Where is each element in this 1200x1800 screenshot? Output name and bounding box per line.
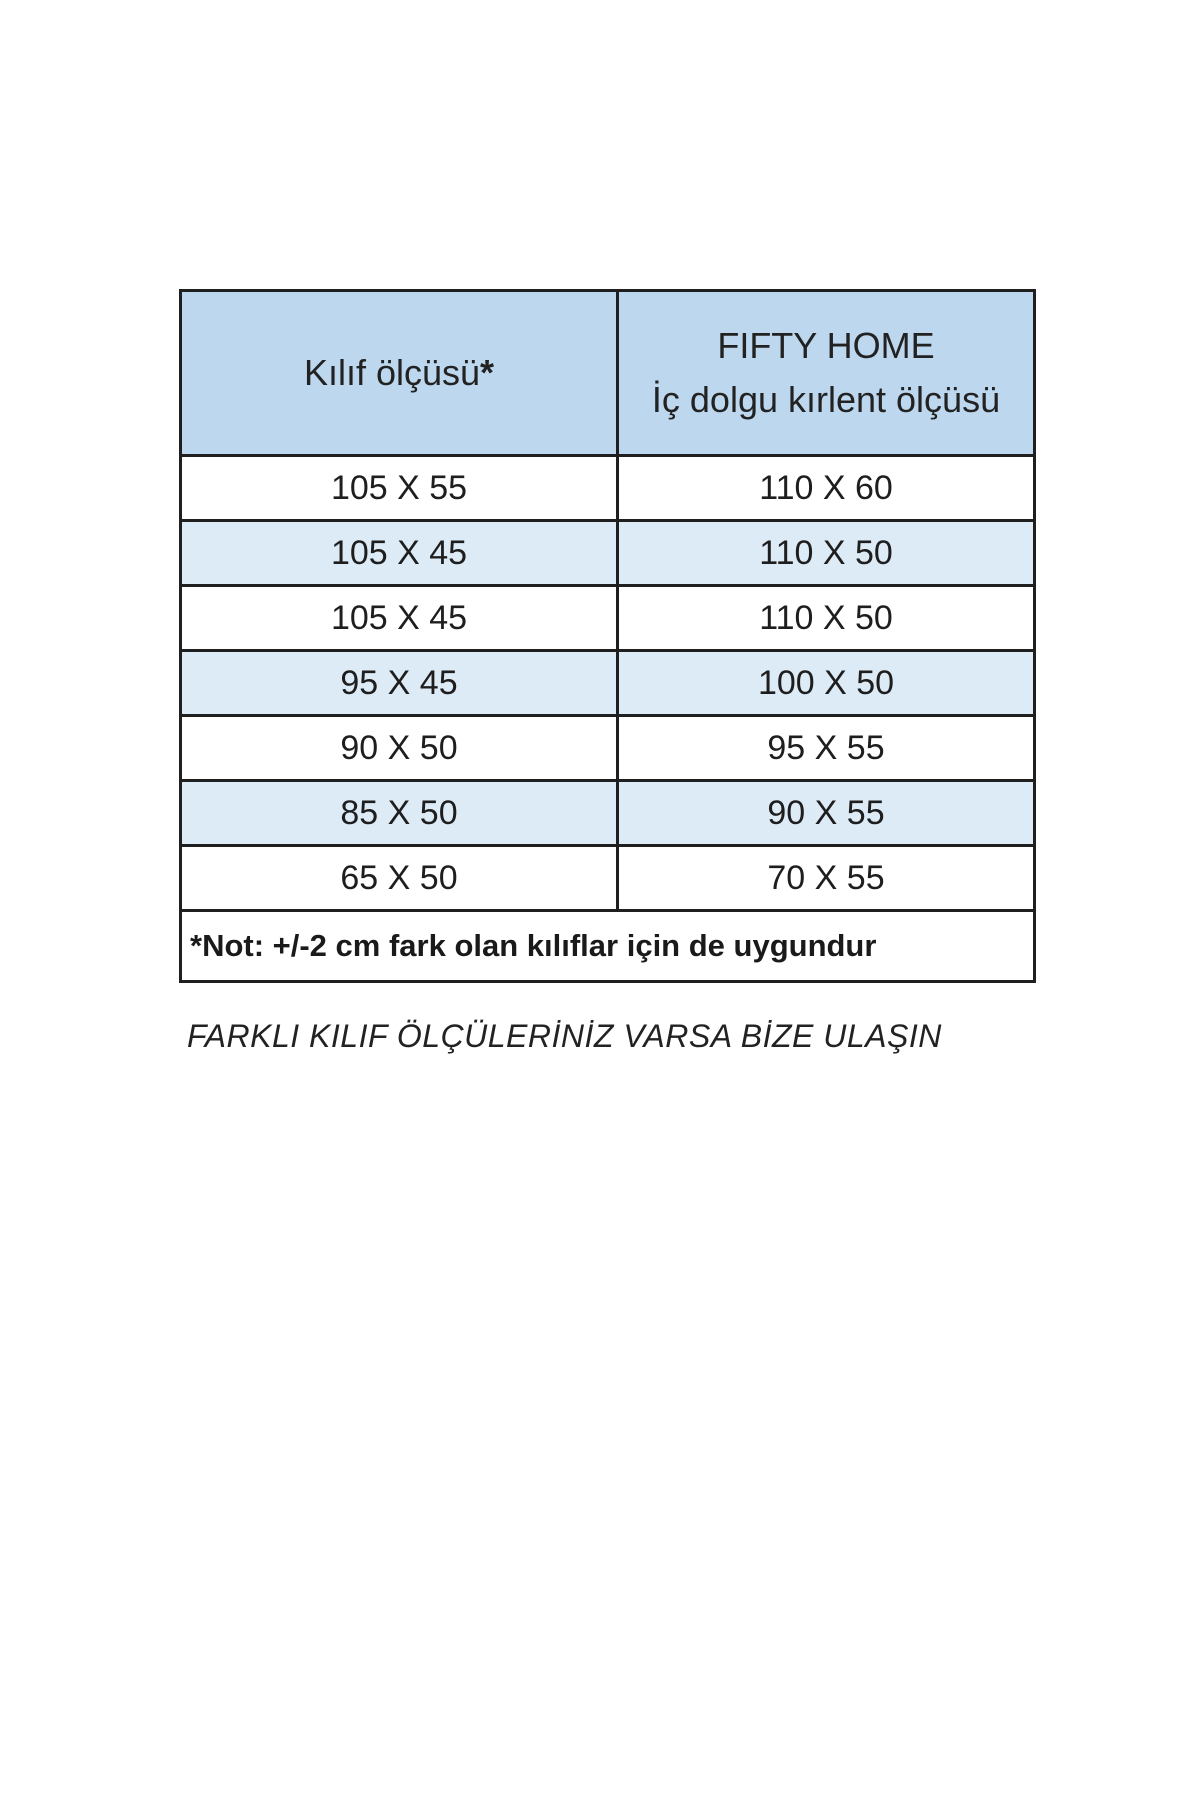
table-row <box>181 846 1035 911</box>
table-row <box>181 456 1035 521</box>
header-insert-label: İç dolgu kırlent ölçüsü <box>651 379 1001 420</box>
insert-size-cell: 70 X 55 <box>618 846 1035 911</box>
footnote: *Not: +/-2 cm fark olan kılıflar için de uygundur <box>181 911 1035 982</box>
case-size-cell: 105 X 55 <box>181 456 618 521</box>
footnote-row <box>181 911 1035 982</box>
size-table <box>179 289 1036 983</box>
table-footer <box>181 911 1035 982</box>
table-row <box>181 716 1035 781</box>
case-size-cell: 90 X 50 <box>181 716 618 781</box>
insert-size-cell: 90 X 55 <box>618 781 1035 846</box>
case-size-cell: 85 X 50 <box>181 781 618 846</box>
insert-size-cell: 110 X 50 <box>618 521 1035 586</box>
table-row <box>181 781 1035 846</box>
insert-size-cell: 100 X 50 <box>618 651 1035 716</box>
header-case-size <box>181 291 618 456</box>
table-row <box>181 651 1035 716</box>
insert-size-cell: 95 X 55 <box>618 716 1035 781</box>
case-size-cell: 95 X 45 <box>181 651 618 716</box>
table-body <box>181 456 1035 911</box>
insert-size-cell: 110 X 50 <box>618 586 1035 651</box>
table-header <box>181 291 1035 456</box>
contact-note: FARKLI KILIF ÖLÇÜLERİNİZ VARSA BİZE ULAŞIN <box>187 1018 942 1054</box>
header-case-size-label: Kılıf ölçüsü <box>303 352 481 393</box>
header-row <box>181 291 1035 456</box>
table-row <box>181 521 1035 586</box>
case-size-cell: 65 X 50 <box>181 846 618 911</box>
insert-size-cell: 110 X 60 <box>618 456 1035 521</box>
header-insert-size <box>618 291 1035 456</box>
table-row <box>181 586 1035 651</box>
header-case-size-marker: * <box>480 352 495 393</box>
case-size-cell: 105 X 45 <box>181 586 618 651</box>
header-insert-brand: FIFTY HOME <box>717 325 935 366</box>
case-size-cell: 105 X 45 <box>181 521 618 586</box>
